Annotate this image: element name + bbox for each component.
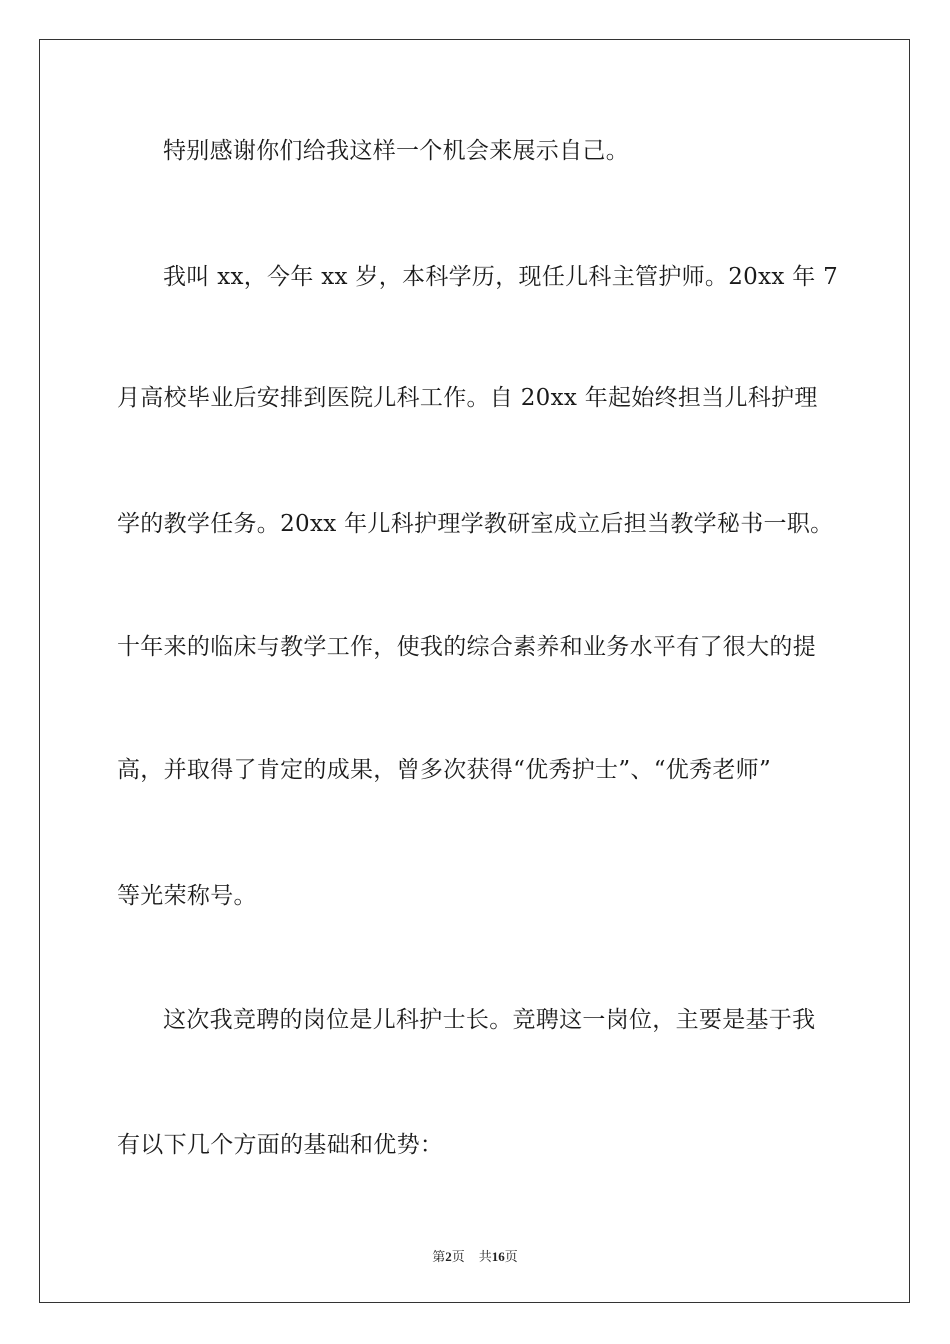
total-suffix: 页 (504, 1249, 518, 1264)
paragraph-line-2: 我叫 xx，今年 xx 岁，本科学历，现任儿科主管护师。20xx 年 7 (163, 264, 839, 290)
paragraph-line-3: 月高校毕业后安排到医院儿科工作。自 20xx 年起始终担当儿科护理 (117, 385, 818, 411)
paragraph-line-7: 等光荣称号。 (117, 883, 257, 909)
paragraph-line-4: 学的教学任务。20xx 年儿科护理学教研室成立后担当教学秘书一职。 (117, 511, 834, 537)
page-suffix: 页 (451, 1249, 465, 1264)
page-frame (39, 39, 910, 1303)
paragraph-line-9: 有以下几个方面的基础和优势： (117, 1132, 444, 1158)
page-prefix: 第 (432, 1249, 446, 1264)
paragraph-line-5: 十年来的临床与教学工作，使我的综合素养和业务水平有了很大的提 (117, 634, 816, 660)
paragraph-line-8: 这次我竞聘的岗位是儿科护士长。竞聘这一岗位，主要是基于我 (163, 1007, 816, 1033)
paragraph-line-1: 特别感谢你们给我这样一个机会来展示自己。 (163, 138, 629, 164)
paragraph-line-6: 高，并取得了肯定的成果，曾多次获得“优秀护士”、“优秀老师” (117, 757, 772, 783)
page-footer (0, 1248, 950, 1266)
page-number: 2 (445, 1249, 452, 1264)
total-prefix: 共 (478, 1249, 492, 1264)
total-pages: 16 (491, 1249, 505, 1264)
